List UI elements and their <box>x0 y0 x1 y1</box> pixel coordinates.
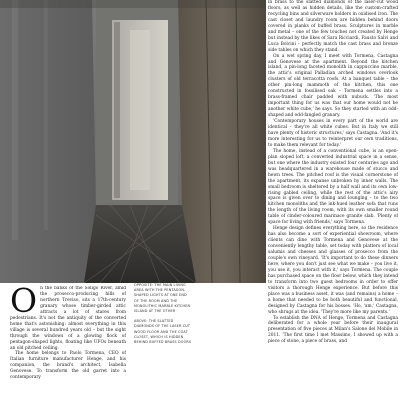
article-body-right-column <box>268 0 398 400</box>
caption-line: ISLAND AT THE OTHER <box>134 309 176 314</box>
body-paragraph: On a wet spring day, I meet with Tormena, Castagna and Genovese at the apartment. Beyond the kitchen island, a pin-long faceted monolith in cappuccino marble, the attic's original Palladian arched windows overlook clusters of old terracotta roofs. At a banquet table – the other pin-long mammoth of the kitchen, this one constructed in fossilised oak – Tormena settles into a brass-framed chair padded with nubuck. 'The most important thing for us was that our home would not be another white cube,' he says. So they started with an odd-shaped and odd-fangled granary. <box>268 53 398 119</box>
caption-line: OPPOSITE: THE MAIN LIVING <box>134 283 186 287</box>
caption-line: AREA WITH THE PENTAGON- <box>134 288 186 293</box>
body-paragraph: The home, instead of a conventional cube, is an open-plan sloped loft, a converted industrial space in a sense, but one where the industry existed four centuries ago and was headquartered in a warehouse made of stucco and hewn trees. The pitched roof is the visual cornerstone of the apartment, its expanse unbroken by inner walls. The small bedroom is sheltered by a half wall and its own low-rising gabled ceiling, while the rest of the attic's airy space is given over to dining and lounging – to the two kitchen monoliths and the ink-hued leather sofa that runs the length of the living room, with its own smaller round table of cinder-coloured marinace granite slab. 'Plenty of space for living with friends,' says Tormena. <box>268 148 398 226</box>
photo-illustration <box>0 0 266 283</box>
caption-line: MONOLITHIC MARBLE KITCHEN <box>134 303 191 308</box>
caption-line: CLOSET, WHICH IS HIDDEN <box>134 334 184 339</box>
drop-cap: O <box>10 286 38 320</box>
caption-line: DIAMONDS OF THE LASER-CUT <box>134 324 191 329</box>
article-intro <box>10 286 126 398</box>
intro-paragraph: The home belongs to Paolo Tormena, CEO of Italian furniture manufacturer Henge, and his companion, the brand's architect, Isabella Genovese. To transform the old garret into a contemporary <box>10 351 126 381</box>
caption-line: ABOVE: THE SLATTED <box>134 319 174 324</box>
body-paragraph: Henge design defines everything here, so the residence has also become a sort of experiential showroom, where clients can dine with Tormena and Genovese at the conveniently lengthy table, set today with platters of local salumis and cheeses and glasses of prosecco from the couple's own vineyard. 'It's important to do these dinners here, where you don't just see what we make – you live it, you use it, you interact with it,' says Tormena. The couple has purchased space on the floor below, which they intend to transform into two guest bedrooms in order to offer visitors a thorough Henge experience. But before this place was a business asset, it was (and remains) a home – a home that needed to be both beautiful and functional, designed by Castagna for his bosses. 'Ho, 'am,' Castagna, who shrugs at the idea. 'They're more like my parents.' <box>268 226 398 315</box>
caption-line: SHAPED LIGHTS AT ONE END <box>134 293 187 298</box>
caption-line: WOOD FLOOR AND THE COAT <box>134 329 188 334</box>
caption-line: BEHIND BUFFED BRASS DOORS <box>134 340 192 345</box>
body-paragraph: 'Contemporary houses in every part of the world are identical – they're all white cubes. But in Italy we still have plenty of historic structures,' says Castagna. 'And it's more interesting for us to reinterpret our own traditions, to make them relevant for today.' <box>268 119 398 148</box>
article-photo <box>0 0 266 283</box>
caption-line: OF THE ROOM AND THE <box>134 298 178 303</box>
intro-paragraph: n the banks of the Soligo River, amid the prosecco-producing hills of northern Treviso, sits a 17th-century granary whose timber-girded attic attracts a lot of stares from pedestrians. It's not the antiquity of the converted home that's astonishing: almost everything in this village is several hundred years old – but the sight through the windows of a glowing flock of pentagon-shaped lights, floating like UFOs beneath an old pitched ceiling. <box>10 286 126 351</box>
body-paragraph: To establish the DNA of Henge, Tormena and Castagna deliberated for a whole year before their inaugural presentation of five pieces at Milan's Salone del Mobile in 2011. 'The first time I met Massimo, I showed up with a piece of stone, a piece of brass, and <box>268 315 398 345</box>
photo-caption <box>134 283 198 393</box>
body-paragraph: in brass to the slatted diamonds of the laser-cut wood floors, as well as hidden details, like the custom-crafted recycling bins and silverware holders in oxidised iron. The cast closet and laundry room are hidden behind doors covered in planks of buffed brass. Sculptures in marble and metal – one of the few touches not created by Henge but instead by the likes of Sara Ricciardi, Fausto Salvi and Luca Bolcini – perfectly match the cast brass and bronze side tables on which they stand. <box>268 0 398 53</box>
